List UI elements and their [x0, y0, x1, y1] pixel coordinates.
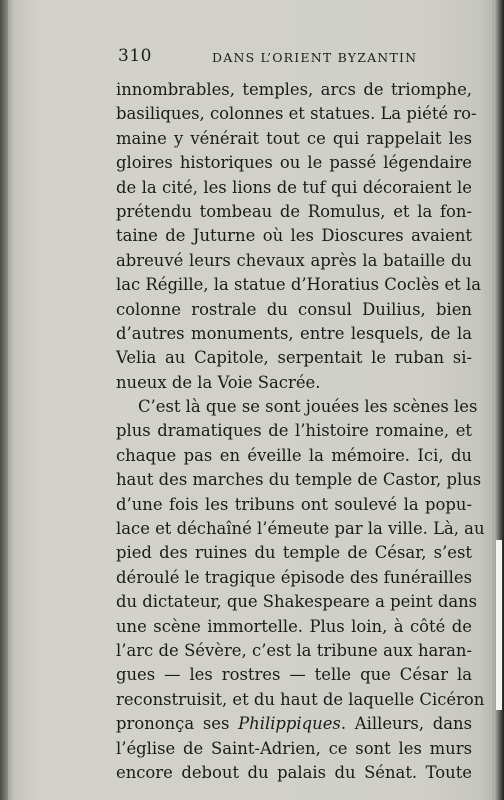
- text-line: prétendu tombeau de Romulus, et la fon-: [116, 201, 472, 221]
- text-line: gues — les rostres — telle que César la: [116, 665, 472, 685]
- text-line-with-title: [116, 712, 472, 736]
- text-segment: prononça ses: [116, 714, 239, 734]
- running-title: DANS L’ORIENT BYZANTIN: [212, 50, 418, 65]
- text-line: l’arc de Sévère, c’est la tribune aux haran-: [116, 640, 472, 660]
- text-line: C’est là que se sont jouées les scènes les: [138, 397, 478, 417]
- text-line: d’autres monuments, entre lesquels, de la: [116, 323, 472, 343]
- text-line: maine y vénérait tout ce qui rappelait les: [116, 128, 472, 148]
- text-segment: . Ailleurs, dans: [340, 714, 473, 734]
- text-line: encore debout du palais du Sénat. Toute: [116, 762, 472, 782]
- text-line: l’église de Saint-Adrien, ce sont les murs: [116, 738, 472, 758]
- book-title: Philippiques: [238, 714, 341, 734]
- page-number: 310: [118, 46, 152, 66]
- text-line: une scène immortelle. Plus loin, à côté de: [116, 616, 472, 636]
- text-line: plus dramatiques de l’histoire romaine, et: [116, 421, 472, 441]
- text-line: d’une fois les tribuns ont soulevé la popu-: [116, 494, 472, 514]
- text-line: chaque pas en éveille la mémoire. Ici, du: [116, 445, 472, 465]
- paper-strip: [496, 540, 502, 710]
- text-line: nueux de la Voie Sacrée.: [116, 372, 321, 392]
- text-line: déroulé le tragique épisode des funérailles: [116, 567, 472, 587]
- text-line: lac Régille, la statue d’Horatius Coclès et la: [116, 275, 481, 295]
- text-line: gloires historiques ou le passé légendaire: [116, 153, 472, 173]
- text-line: reconstruisit, et du haut de laquelle Cicéron: [116, 689, 485, 709]
- body-text: [116, 78, 485, 785]
- text-line: pied des ruines du temple de César, s’est: [116, 543, 472, 563]
- text-line: abreuvé leurs chevaux après la bataille du: [116, 250, 472, 270]
- text-line: de la cité, les lions de tuf qui décoraient le: [116, 177, 472, 197]
- page-header: [118, 44, 478, 68]
- text-line: colonne rostrale du consul Duilius, bien: [116, 299, 472, 319]
- text-line: du dictateur, que Shakespeare a peint dans: [116, 592, 478, 612]
- page-edge-left: [0, 0, 8, 800]
- text-line: taine de Juturne où les Dioscures avaient: [116, 226, 472, 246]
- text-line: Velia au Capitole, serpentait le ruban si-: [116, 348, 472, 368]
- text-line: basiliques, colonnes et statues. La piété ro-: [116, 104, 477, 124]
- text-line: innombrables, temples, arcs de triomphe,: [116, 80, 472, 99]
- text-line: haut des marches du temple de Castor, plus: [116, 470, 482, 490]
- text-line: lace et déchaîné l’émeute par la ville. Là, au: [116, 519, 485, 539]
